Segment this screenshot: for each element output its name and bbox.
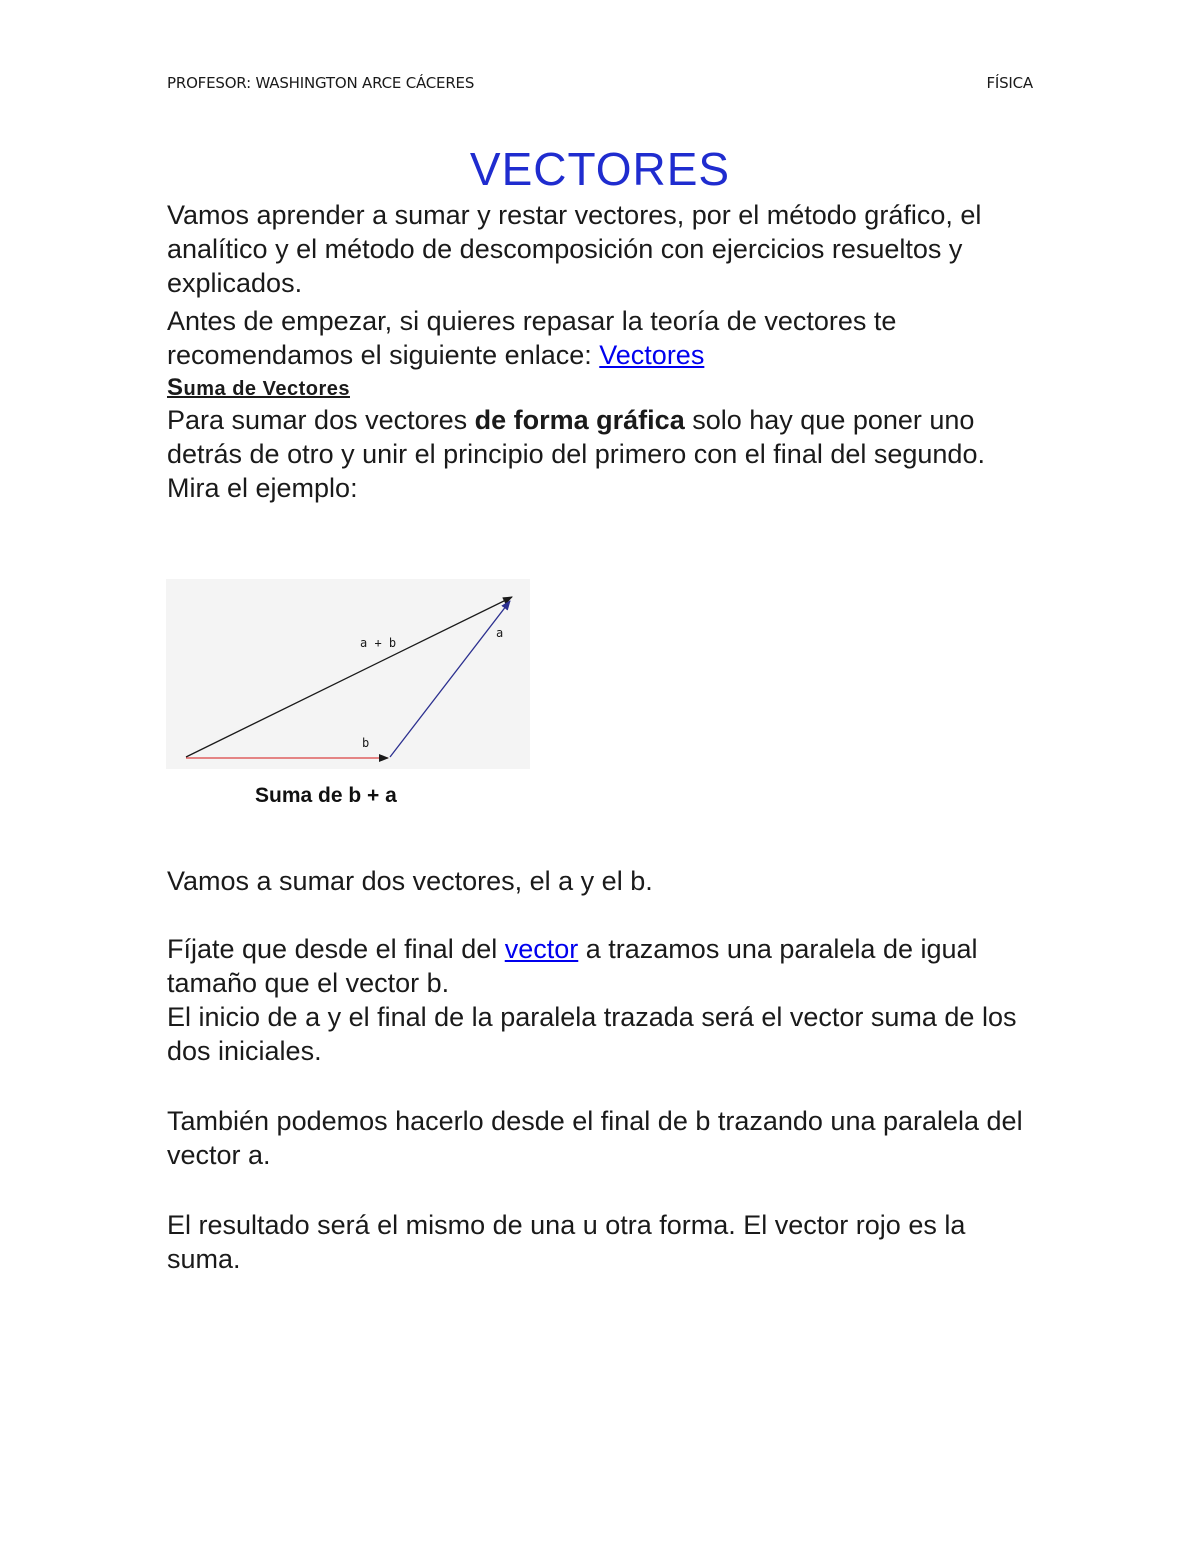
section-heading (167, 374, 1037, 403)
header-author: PROFESOR: WASHINGTON ARCE CÁCERES (167, 74, 475, 92)
vector-link[interactable]: vector (504, 934, 579, 964)
explanation-paragraph-1: Vamos a sumar dos vectores, el a y el b. (167, 866, 653, 896)
section-heading-rest: uma de Vectores (183, 378, 350, 400)
figure-caption: Suma de b + a (255, 784, 397, 807)
link-paragraph (167, 304, 1037, 372)
intro-paragraph: Vamos aprender a sumar y restar vectores, por el método gráfico, el analítico y el método de descomposición con ejercicios resueltos y explicados. (167, 200, 982, 298)
label-a: a (496, 626, 504, 640)
intro-section (167, 198, 1037, 505)
vector-diagram (166, 579, 530, 769)
page-header (167, 74, 1033, 92)
vectores-link[interactable]: Vectores (599, 340, 705, 370)
explanation-paragraph-4: También podemos hacerlo desde el final de b trazando una paralela del vector a. (167, 1106, 1023, 1170)
vector-a-line (390, 601, 510, 757)
explanation-paragraph-5: El resultado será el mismo de una u otra forma. El vector rojo es la suma. (167, 1210, 966, 1274)
explanation-paragraph-3: El inicio de a y el final de la paralela trazada será el vector suma de los dos iniciales. (167, 1002, 1017, 1066)
header-subject: FÍSICA (986, 74, 1033, 92)
page-title: VECTORES (469, 143, 731, 195)
graphic-method-text-start: Para sumar dos vectores (167, 405, 475, 435)
label-sum: a + b (360, 636, 397, 650)
explanation-p2-start: Fíjate que desde el final del (167, 934, 505, 964)
label-b: b (362, 736, 370, 750)
graphic-method-paragraph (167, 403, 1037, 471)
graphic-method-emphasis: de forma gráfica (474, 405, 685, 435)
example-intro: Mira el ejemplo: (167, 473, 358, 503)
explanation-section (167, 864, 1037, 1276)
explanation-p2-end: a trazamos una paralela de igual tamaño que el vector b. (167, 934, 978, 998)
link-paragraph-text: Antes de empezar, si quieres repasar la teoría de vectores te recomendamos el siguiente enlace: (167, 306, 897, 370)
vector-sum-figure (166, 579, 530, 769)
section-heading-initial: S (167, 374, 184, 401)
vector-sum-line (186, 597, 512, 757)
explanation-paragraph-2 (167, 932, 1037, 1000)
graphic-method-text-end: solo hay que poner uno detrás de otro y unir el principio del primero con el final del segundo. (167, 405, 985, 469)
